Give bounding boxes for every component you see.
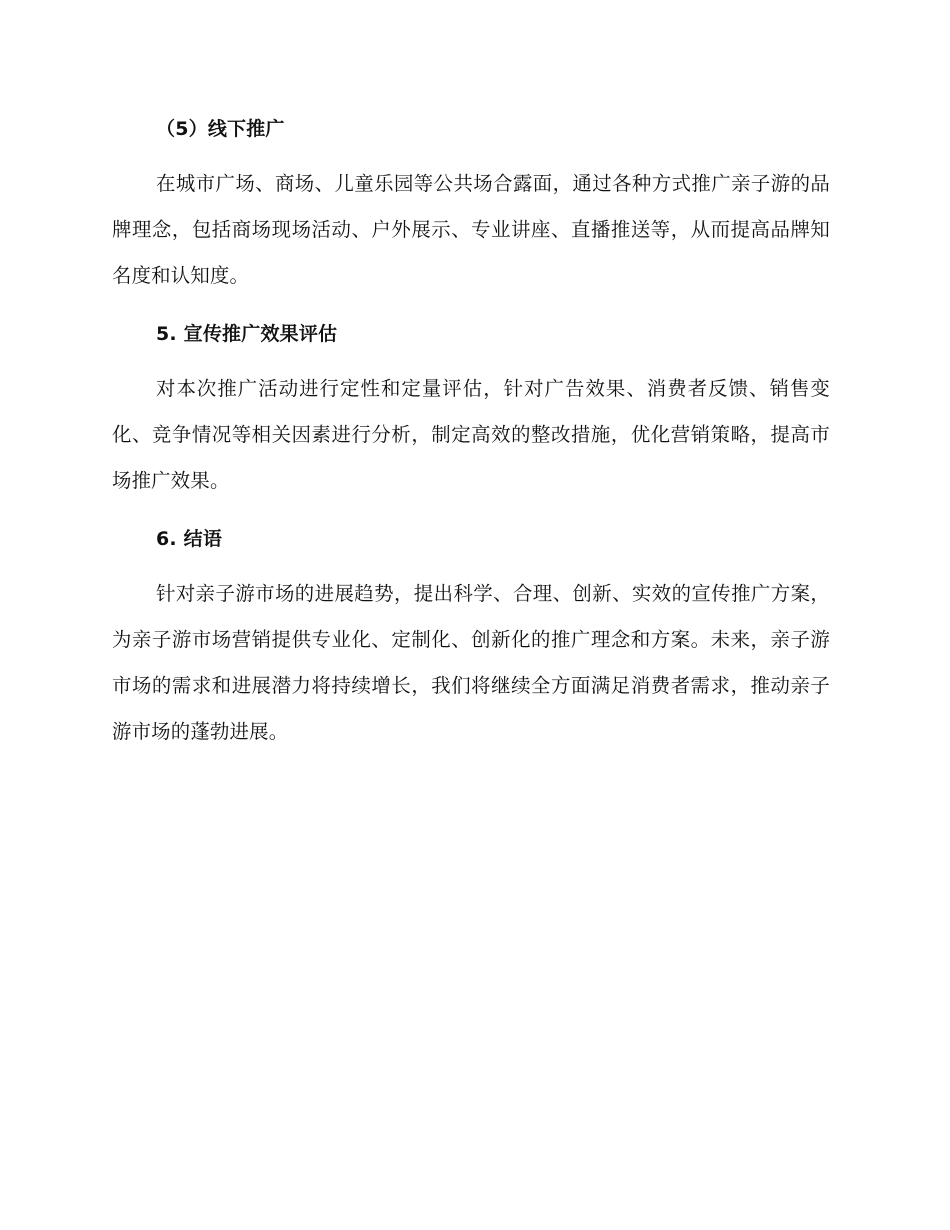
section-heading-conclusion: 6. 结语 (156, 528, 223, 550)
section-paragraph-offline-promotion: 在城市广场、商场、儿童乐园等公共场合露面，通过各种方式推广亲子游的品牌理念，包括商场现场活动、户外展示、专业讲座、直播推送等，从而提高品牌知名度和认知度。 (112, 172, 830, 287)
section-paragraph-conclusion: 针对亲子游市场的进展趋势，提出科学、合理、创新、实效的宣传推广方案，为亲子游市场营销提供专业化、定制化、创新化的推广理念和方案。未来，亲子游市场的需求和进展潜力将持续增长，我们将继续全方面满足消费者需求，推动亲子游市场的蓬勃进展。 (112, 582, 830, 743)
section-heading-effect-evaluation: 5. 宣传推广效果评估 (156, 323, 338, 345)
section-paragraph-effect-evaluation: 对本次推广活动进行定性和定量评估，针对广告效果、消费者反馈、销售变化、竞争情况等相关因素进行分析，制定高效的整改措施，优化营销策略，提高市场推广效果。 (112, 377, 830, 492)
document-body (112, 112, 830, 755)
section-heading-offline-promotion: （5）线下推广 (156, 118, 285, 140)
